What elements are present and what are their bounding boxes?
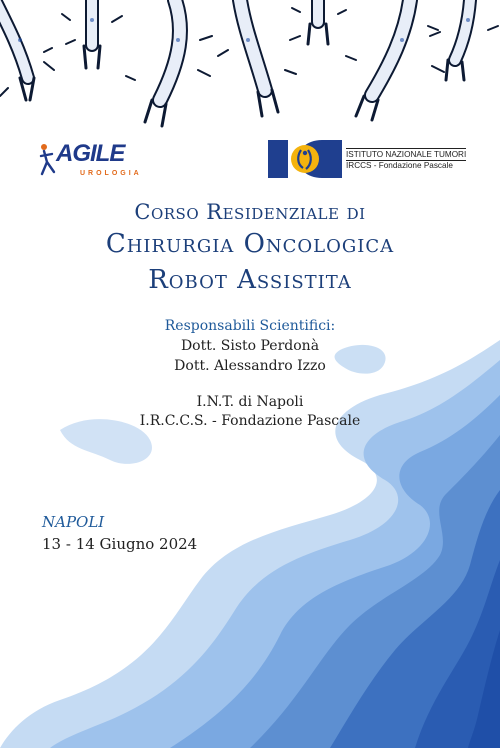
robot-arm-icon — [218, 0, 300, 116]
int-logo-mark-icon — [268, 140, 342, 178]
robot-arms-illustration — [0, 0, 500, 140]
robot-arm-icon — [62, 0, 122, 68]
robot-arm-icon — [428, 0, 498, 80]
event-city: NAPOLI — [42, 513, 105, 531]
title-line-2: Chirurgia Oncologica — [105, 229, 395, 259]
responsabili-heading: Responsabili Scientifici: — [164, 318, 336, 334]
robot-arm-icon — [126, 0, 212, 126]
agile-logo — [38, 140, 140, 186]
institution-line-2: I.R.C.C.S. - Fondazione Pascale — [139, 413, 361, 429]
int-logo — [268, 140, 473, 178]
responsabile-name: Dott. Sisto Perdonà — [180, 338, 320, 354]
event-dates: 13 - 14 Giugno 2024 — [42, 535, 198, 553]
agile-wordmark: AGILE — [56, 140, 125, 167]
robot-arm-icon — [292, 0, 346, 44]
responsabile-name: Dott. Alessandro Izzo — [174, 358, 326, 374]
institution-line-1: I.N.T. di Napoli — [196, 394, 304, 410]
robot-arm-icon — [0, 0, 54, 100]
agile-subtitle: UROLOGIA — [80, 170, 142, 177]
int-subname: IRCCS - Fondazione Pascale — [346, 160, 466, 170]
int-name: ISTITUTO NAZIONALE TUMORI — [346, 150, 467, 159]
robot-arm-icon — [346, 0, 444, 120]
title-line-1: Corso Residenziale di — [134, 200, 366, 224]
title-line-3: Robot Assistita — [148, 265, 352, 295]
